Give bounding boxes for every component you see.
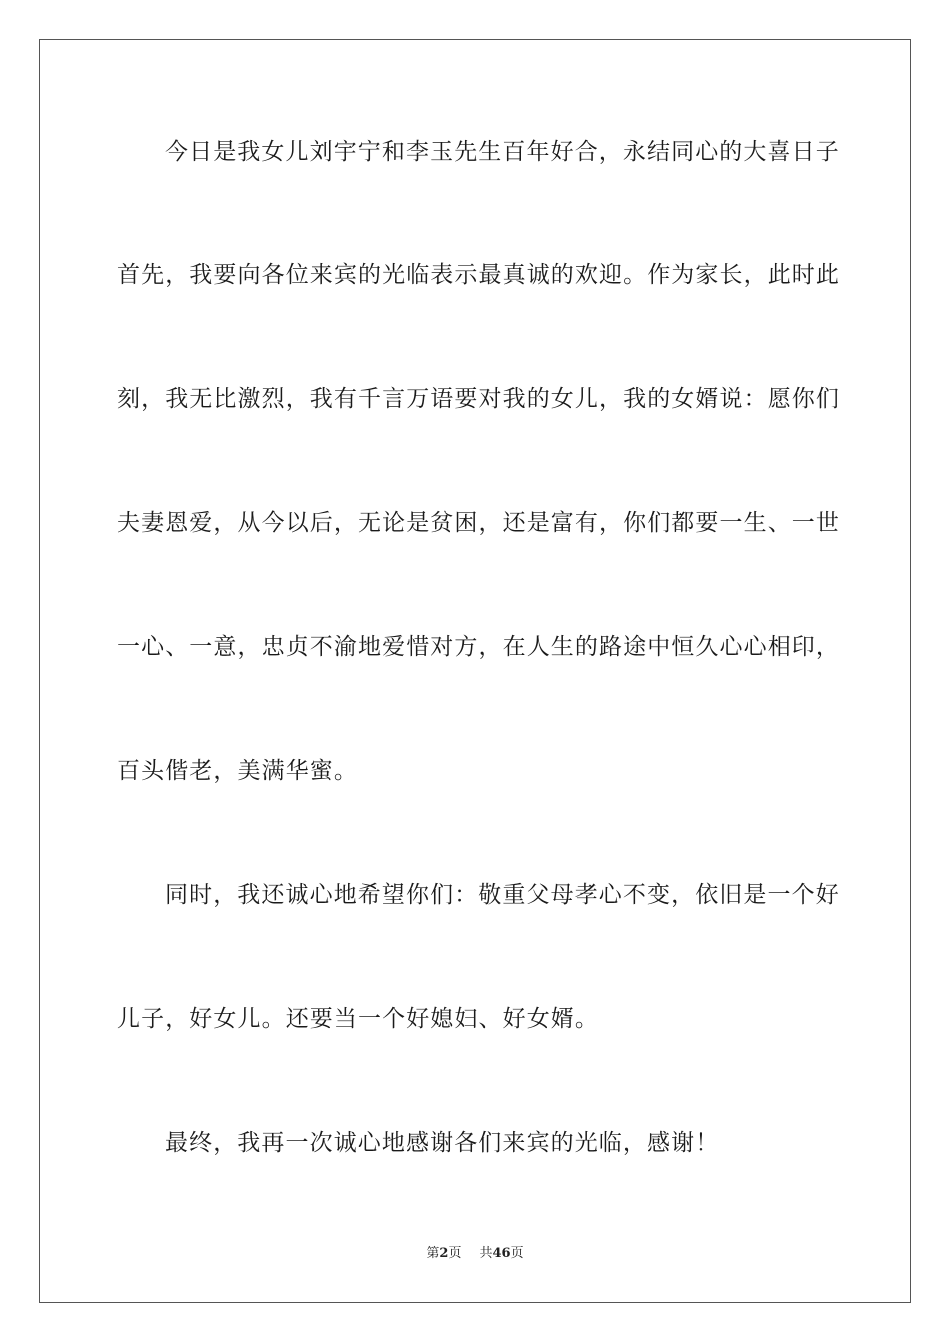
total-pages: 46 bbox=[492, 1246, 511, 1261]
page-number: 2 bbox=[439, 1246, 449, 1261]
paragraph-2-line-5: 百头偕老，美满华蜜。 bbox=[117, 758, 358, 784]
paragraph-4-line-1: 最终，我再一次诚心地感谢各们来宾的光临，感谢！ bbox=[165, 1130, 720, 1156]
paragraph-3-line-1: 同时，我还诚心地希望你们：敬重父母孝心不变，依旧是一个好 bbox=[165, 882, 840, 908]
paragraph-3-line-2: 儿子，好女儿。还要当一个好媳妇、好女婿。 bbox=[117, 1006, 599, 1032]
page-border bbox=[39, 39, 911, 1303]
page-suffix: 页 bbox=[448, 1246, 462, 1261]
paragraph-2-line-3: 夫妻恩爱，从今以后，无论是贫困，还是富有，你们都要一生、一世 bbox=[117, 510, 840, 536]
page-prefix: 第 bbox=[426, 1246, 440, 1261]
paragraph-2-line-2: 刻，我无比激烈，我有千言万语要对我的女儿，我的女婿说：愿你们 bbox=[117, 386, 840, 412]
total-suffix: 页 bbox=[510, 1246, 524, 1261]
page-footer bbox=[0, 1245, 950, 1263]
paragraph-1-line-1: 今日是我女儿刘宇宁和李玉先生百年好合，永结同心的大喜日子 bbox=[165, 139, 840, 165]
paragraph-2-line-4: 一心、一意，忠贞不渝地爱惜对方，在人生的路途中恒久心心相印， bbox=[117, 634, 840, 660]
paragraph-2-line-1: 首先，我要向各位来宾的光临表示最真诚的欢迎。作为家长，此时此 bbox=[117, 262, 840, 288]
total-prefix: 共 bbox=[479, 1246, 493, 1261]
